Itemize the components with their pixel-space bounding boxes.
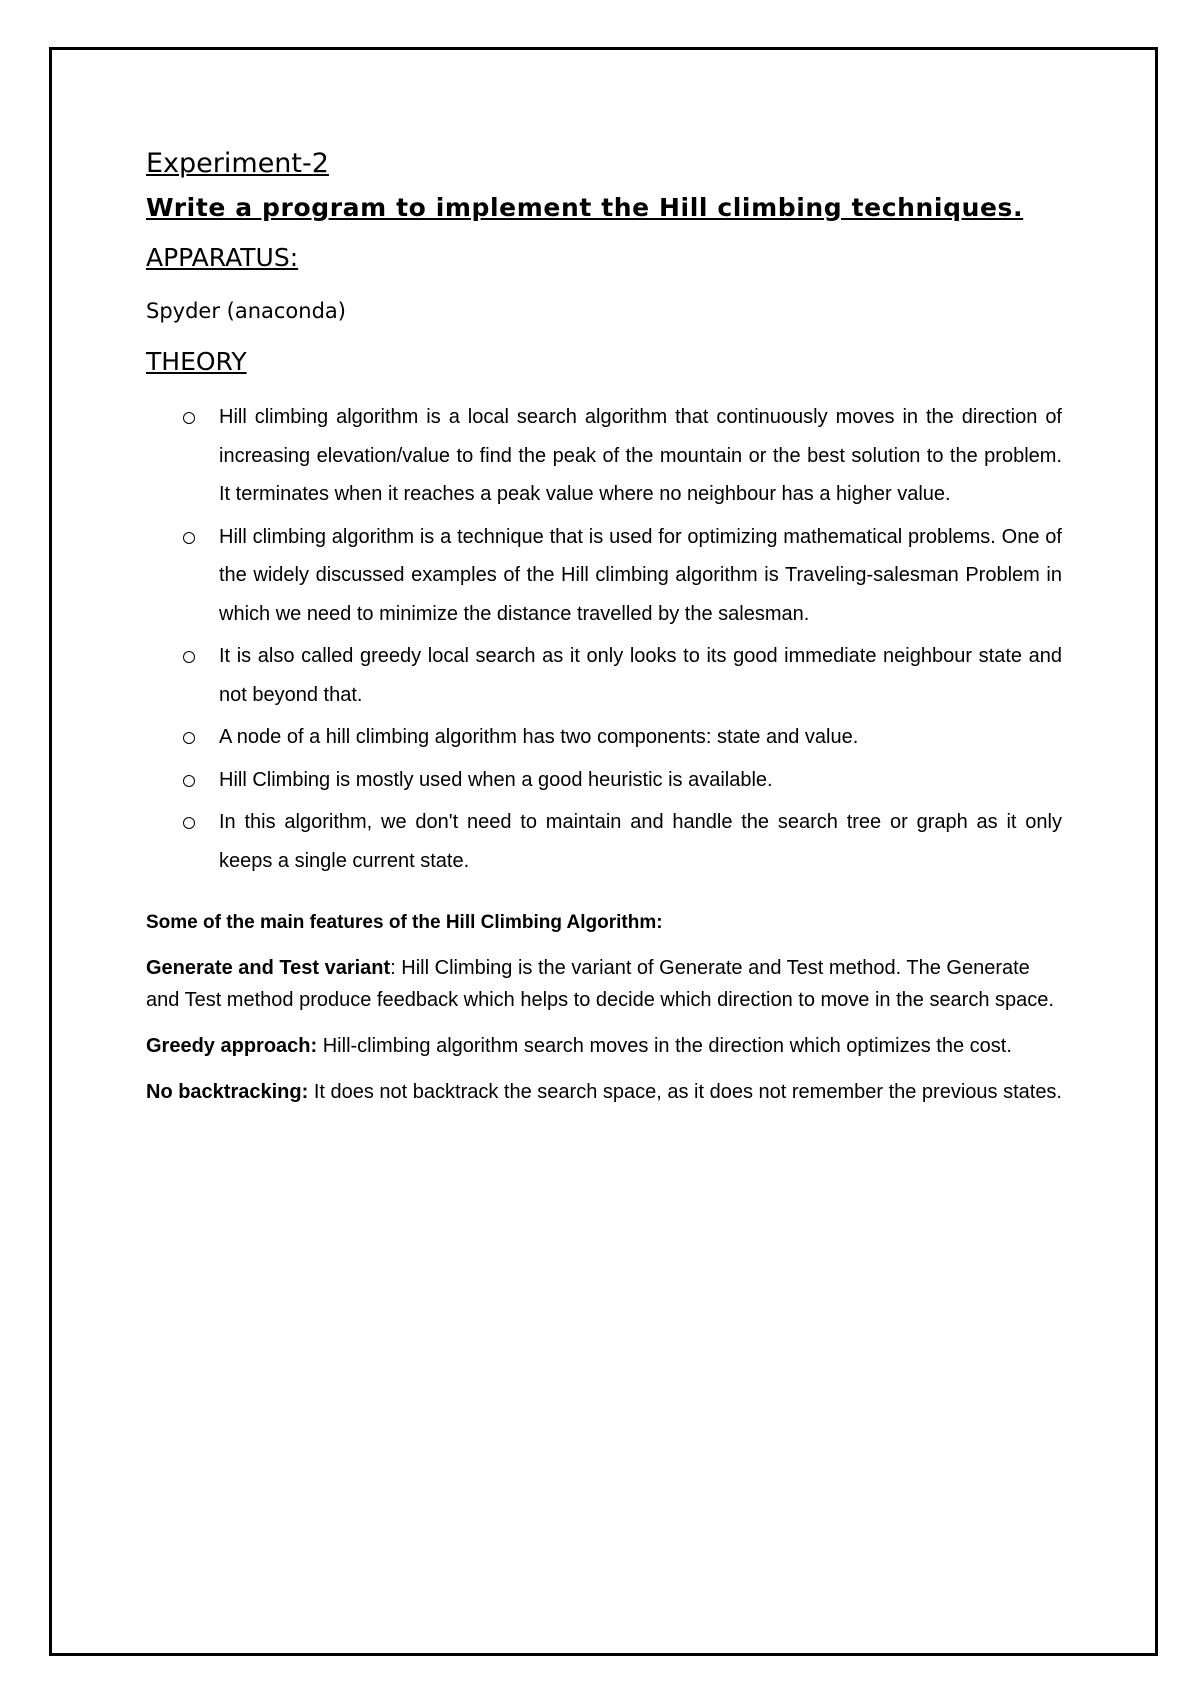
apparatus-text: Spyder (anaconda) <box>146 299 346 323</box>
feature-no-backtracking <box>146 1076 1062 1108</box>
theory-heading: THEORY <box>146 347 247 376</box>
feature-separator: : <box>390 957 402 979</box>
list-item <box>146 803 1062 880</box>
circle-bullet-icon <box>183 651 195 663</box>
list-item <box>146 637 1062 714</box>
list-item-text: Hill climbing algorithm is a technique that is used for optimizing mathematical problems. One of the widely discussed examples of the Hill climbing algorithm is Traveling-salesman Problem in which we need to minimize the distance travelled by the salesman. <box>219 525 1062 625</box>
feature-term: Greedy approach: <box>146 1035 318 1057</box>
document-content <box>146 144 1062 1108</box>
list-item-text: In this algorithm, we don't need to maintain and handle the search tree or graph as it only keeps a single current state. <box>219 811 1062 872</box>
list-item <box>146 518 1062 634</box>
feature-term: Generate and Test variant <box>146 957 391 979</box>
feature-generate-and-test <box>146 952 1062 1016</box>
feature-text: Hill Climbing is the variant of Generate and Test method. The Generate and Test method produce feedback which helps to decide which direction to move in the search space. <box>146 957 1054 1011</box>
feature-greedy-approach <box>146 1030 1062 1062</box>
list-item-text: A node of a hill climbing algorithm has two components: state and value. <box>219 726 859 748</box>
circle-bullet-icon <box>183 732 195 744</box>
list-item-text: It is also called greedy local search as it only looks to its good immediate neighbour state and not beyond that. <box>219 645 1062 706</box>
circle-bullet-icon <box>183 412 195 424</box>
list-item-text: Hill climbing algorithm is a local search algorithm that continuously moves in the direction of increasing elevation/value to find the peak of the mountain or the best solution to the problem. It terminates when it reaches a peak value where no neighbour has a higher value. <box>219 406 1062 505</box>
experiment-title: Experiment-2 <box>146 148 329 179</box>
apparatus-heading: APPARATUS: <box>146 243 299 272</box>
circle-bullet-icon <box>183 775 195 787</box>
feature-term: No backtracking: <box>146 1081 309 1103</box>
feature-text: Hill-climbing algorithm search moves in the direction which optimizes the cost. <box>322 1035 1012 1057</box>
list-item <box>146 398 1062 514</box>
circle-bullet-icon <box>183 817 195 829</box>
theory-list <box>146 398 1062 880</box>
list-item <box>146 761 1062 800</box>
feature-text: It does not backtrack the search space, as it does not remember the previous states. <box>313 1081 1062 1103</box>
list-item-text: Hill Climbing is mostly used when a good heuristic is available. <box>219 768 773 791</box>
list-item <box>146 718 1062 757</box>
features-heading: Some of the main features of the Hill Climbing Algorithm: <box>146 912 663 933</box>
aim-heading: Write a program to implement the Hill climbing techniques. <box>146 193 1024 222</box>
circle-bullet-icon <box>183 532 195 544</box>
